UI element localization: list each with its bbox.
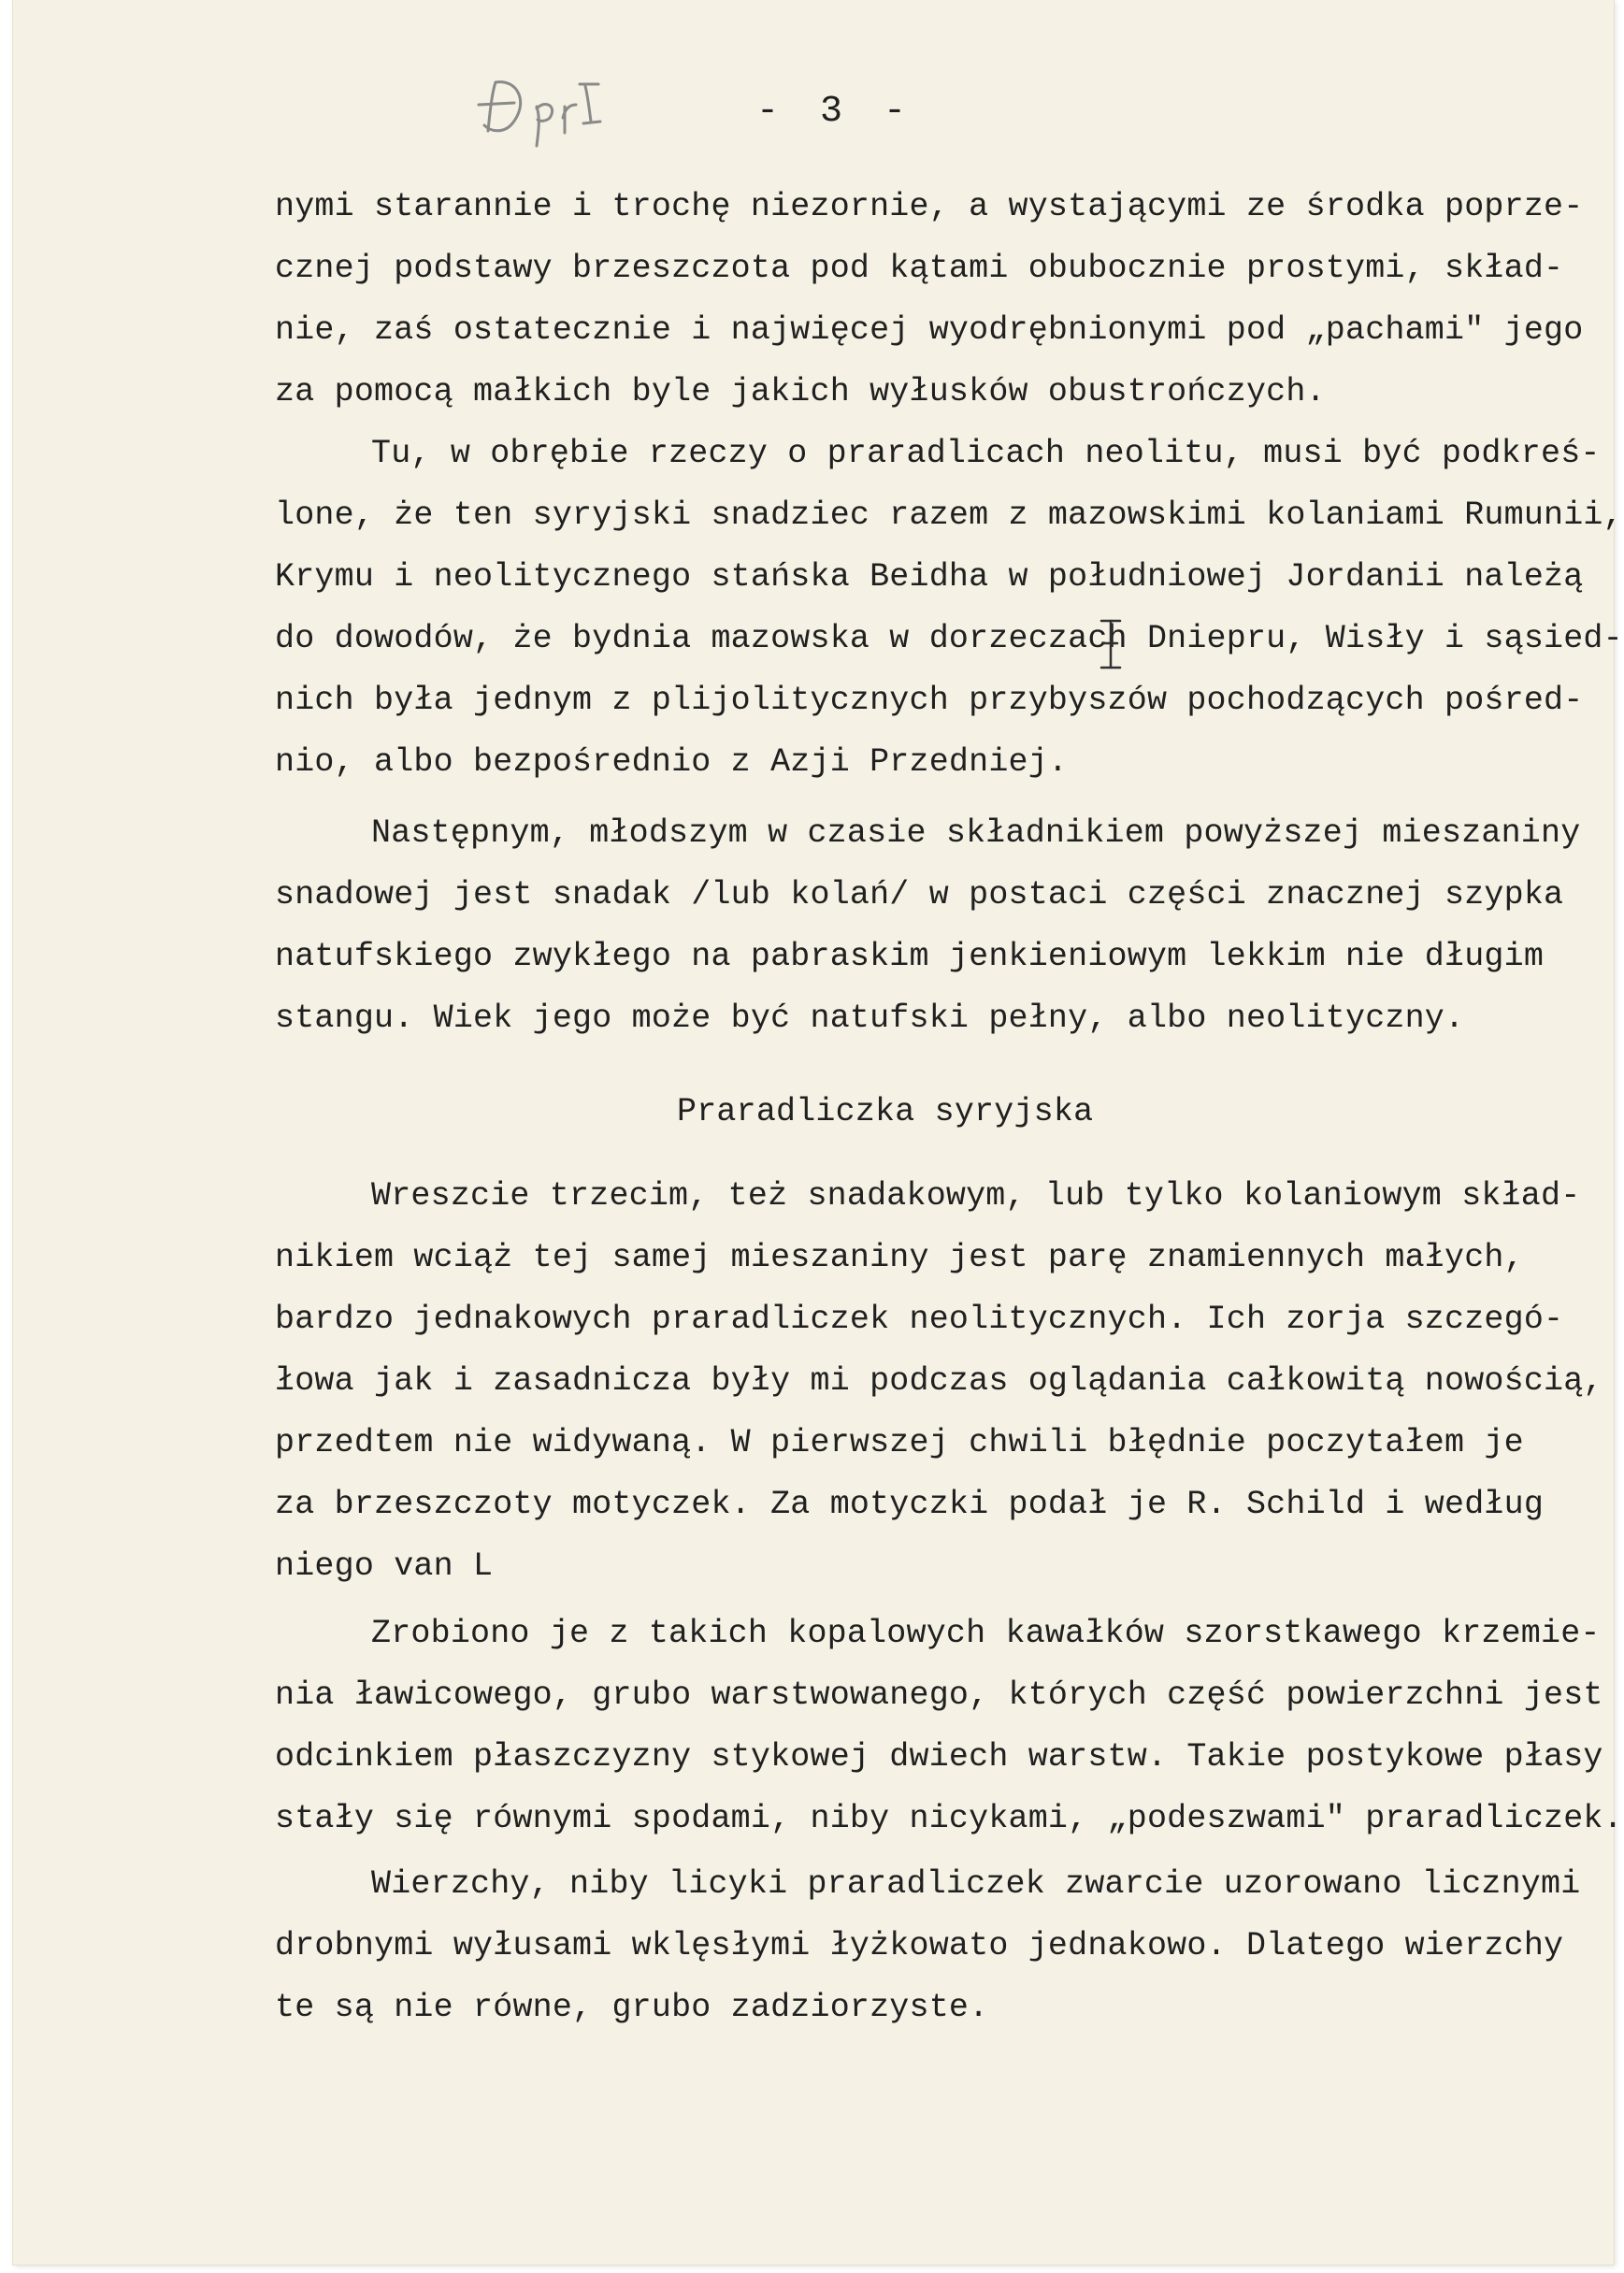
paragraph-1-line-3: nie, zaś ostatecznie i najwięcej wyodrębnionymi pod „pachami" jego bbox=[275, 311, 1584, 349]
paragraph-5-line-1: Zrobiono je z takich kopalowych kawałków szorstkawego krzemie- bbox=[371, 1615, 1601, 1652]
paragraph-3-line-2: snadowej jest snadak /lub kolań/ w postaci części znacznej szypka bbox=[275, 876, 1564, 914]
paragraph-4-line-6: za brzeszczoty motyczek. Za motyczki podał je R. Schild i według bbox=[275, 1486, 1545, 1523]
typewritten-page bbox=[13, 0, 1623, 2265]
paragraph-3-line-3: natufskiego zwykłego na pabraskim jenkieniowym lekkim nie długim bbox=[275, 938, 1545, 975]
paragraph-3-line-1: Następnym, młodszym w czasie składnikiem powyższej mieszaniny bbox=[371, 814, 1581, 852]
paragraph-4-line-7: niego van L bbox=[275, 1547, 494, 1585]
paragraph-2-line-1: Tu, w obrębie rzeczy o praradlicach neolitu, musi być podkreś- bbox=[371, 435, 1601, 472]
paragraph-5-line-3: odcinkiem płaszczyzny stykowej dwiech warstw. Takie postykowe płasy bbox=[275, 1738, 1603, 1776]
paragraph-4-line-4: łowa jak i zasadnicza były mi podczas oglądania całkowitą nowością, bbox=[275, 1362, 1603, 1400]
paragraph-2-line-5: nich była jednym z plijolitycznych przybyszów pochodzących pośred- bbox=[275, 682, 1584, 719]
paragraph-6-line-3: te są nie równe, grubo zadziorzyste. bbox=[275, 1989, 989, 2026]
paragraph-4-line-2: nikiem wciąż tej samej mieszaniny jest parę znamiennych małych, bbox=[275, 1239, 1524, 1276]
paragraph-1-line-2: cznej podstawy brzeszczota pod kątami obubocznie prostymi, skład- bbox=[275, 250, 1564, 287]
paragraph-2-line-2: lone, że ten syryjski snadziec razem z mazowskimi kolaniami Rumunii, bbox=[275, 496, 1623, 534]
paragraph-5-line-2: nia ławicowego, grubo warstwowanego, których część powierzchni jest bbox=[275, 1676, 1603, 1714]
paragraph-1-line-4: za pomocą małkich byle jakich wyłusków obustrończych. bbox=[275, 373, 1326, 410]
paragraph-2-line-4: do dowodów, że bydnia mazowska w dorzeczach Dniepru, Wisły i sąsied- bbox=[275, 620, 1623, 657]
paragraph-4-line-1: Wreszcie trzecim, też snadakowym, lub tylko kolaniowym skład- bbox=[371, 1177, 1581, 1215]
paragraph-3-line-4: stangu. Wiek jego może być natufski pełny, albo neolityczny. bbox=[275, 1000, 1465, 1037]
paragraph-2-line-6: nio, albo bezpośrednio z Azji Przedniej. bbox=[275, 743, 1069, 781]
text-cursor-mark-icon bbox=[1097, 617, 1125, 671]
handwritten-annotation-icon bbox=[471, 65, 649, 159]
paragraph-5-line-4: stały się równymi spodami, niby nicykami, „podeszwami" praradliczek. bbox=[275, 1800, 1623, 1837]
paragraph-6-line-2: drobnymi wyłusami wklęsłymi łyżkowato jednakowo. Dlatego wierzchy bbox=[275, 1927, 1564, 1964]
paragraph-2-line-3: Krymu i neolitycznego stańska Beidha w południowej Jordanii należą bbox=[275, 558, 1584, 596]
handwritten-annotation bbox=[471, 65, 649, 159]
paragraph-6-line-1: Wierzchy, niby licyki praradliczek zwarcie uzorowano licznymi bbox=[371, 1865, 1581, 1903]
paragraph-1-line-1: nymi starannie i trochę niezornie, a wystającymi ze środka poprze- bbox=[275, 188, 1584, 225]
page-number: - 3 - bbox=[756, 91, 916, 133]
paragraph-4-line-5: przedtem nie widywaną. W pierwszej chwili błędnie poczytałem je bbox=[275, 1424, 1524, 1461]
paragraph-4-line-3: bardzo jednakowych praradliczek neolitycznych. Ich zorja szczegó- bbox=[275, 1301, 1564, 1338]
section-heading: Praradliczka syryjska bbox=[677, 1093, 1094, 1130]
